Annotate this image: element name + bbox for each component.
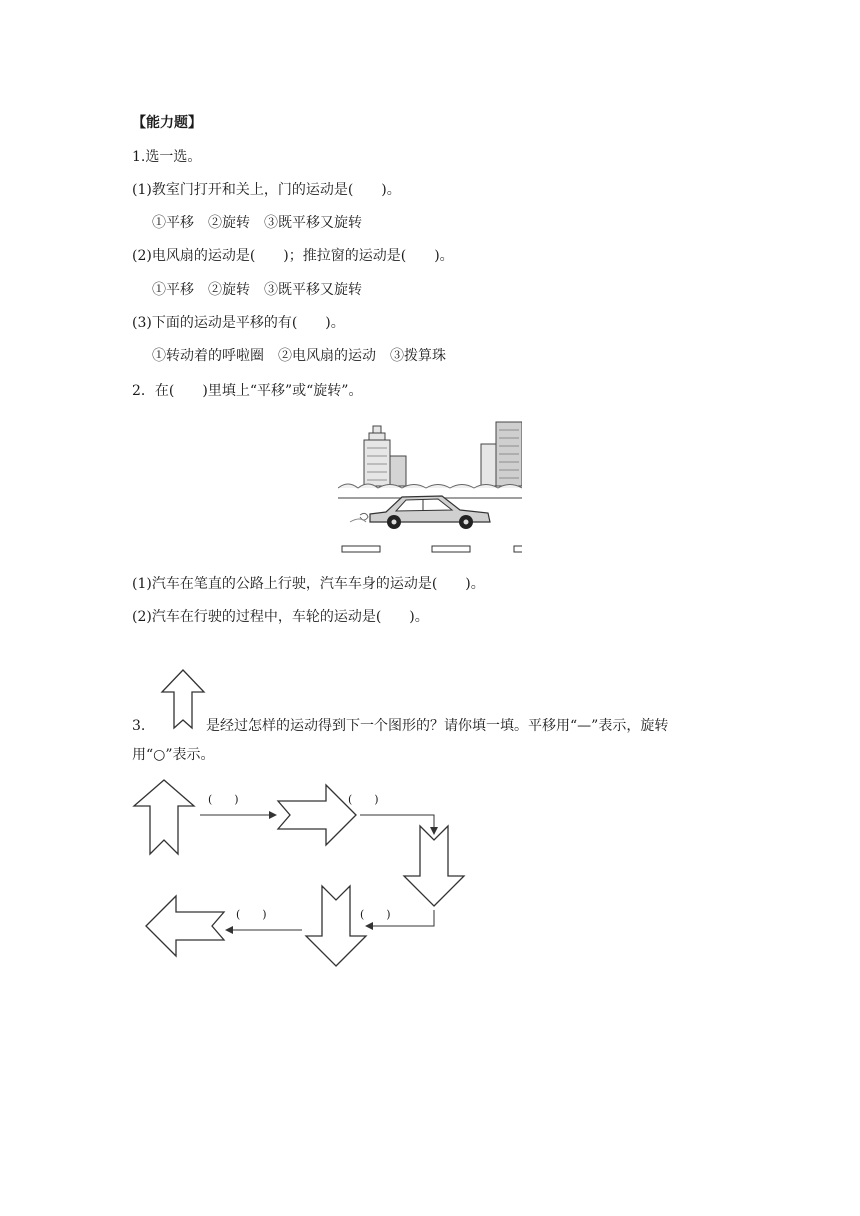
q1-part3: (3)下面的运动是平移的有( )。 [132,315,345,331]
q2-heading: 2．在( )里填上“平移”或“旋转”。 [132,383,363,399]
q3-text-line1: 是经过怎样的运动得到下一个图形的？请你填一填。平移用“—”表示，旋转 [206,718,669,734]
q1-part3-options: ①转动着的呼啦圈 ②电风扇的运动 ③拨算珠 [152,348,446,364]
q1-part2: (2)电风扇的运动是( )；推拉窗的运动是( )。 [132,248,454,264]
shape-up-arrow [134,780,194,854]
car-street-illustration [338,418,522,560]
answer-blank-4[interactable]: ( ) [236,908,267,921]
q3-number: 3. [132,718,146,734]
arrow-sequence-diagram [130,776,470,970]
q2-part1: (1)汽车在笔直的公路上行驶，汽车车身的运动是( )。 [132,576,485,592]
q1-part2-options: ①平移 ②旋转 ③既平移又旋转 [152,282,362,298]
q1-heading: 1.选一选。 [132,149,202,165]
q3-text-line2: 用“○”表示。 [132,747,215,763]
answer-blank-2[interactable]: ( ) [348,793,379,806]
up-arrow-shape-icon [160,668,206,730]
shape-down-arrow-2 [306,886,366,966]
answer-blank-1[interactable]: ( ) [208,793,239,806]
q1-part1: (1)教室门打开和关上，门的运动是( )。 [132,182,401,198]
answer-blank-3[interactable]: ( ) [360,908,391,921]
shape-right-arrow [278,785,356,845]
q2-part2: (2)汽车在行驶的过程中，车轮的运动是( )。 [132,609,429,625]
shape-left-arrow [146,896,224,956]
q1-part1-options: ①平移 ②旋转 ③既平移又旋转 [152,215,362,231]
section-title: 【能力题】 [132,115,202,131]
shape-down-arrow-1 [404,826,464,906]
